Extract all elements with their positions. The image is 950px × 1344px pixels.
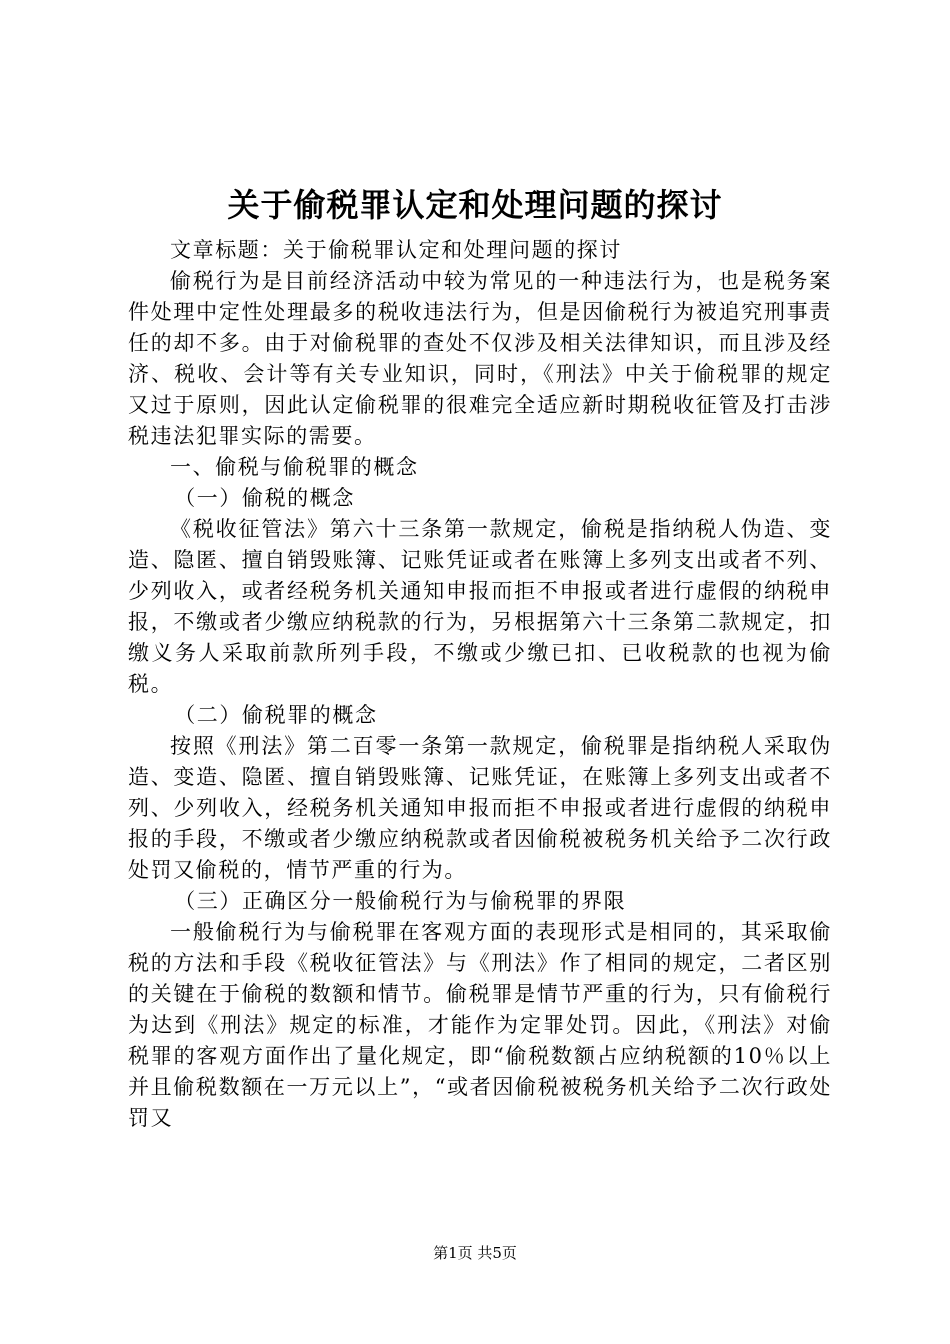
paragraph-tax-evasion-crime-definition: 按照《刑法》第二百零一条第一款规定，偷税罪是指纳税人采取伪造、变造、隐匿、擅自销毁账簿、记账凭证，在账簿上多列支出或者不列、少列收入，经税务机关通知申报而拒不申报或者进行虚假的纳税申报的手段，不缴或者少缴应纳税款或者因偷税被税务机关给予二次行政处罚又偷税的，情节严重的行为。	[128, 734, 832, 882]
article-title-line: 文章标题：关于偷税罪认定和处理问题的探讨	[170, 238, 622, 262]
paragraph-distinction: 一般偷税行为与偷税罪在客观方面的表现形式是相同的，其采取偷税的方法和手段《税收征管法》与《刑法》作了相同的规定，二者区别的关键在于偷税的数额和情节。偷税罪是情节严重的行为，只有偷税行为达到《刑法》规定的标准，才能作为定罪处罚。因此，《刑法》对偷税罪的客观方面作出了量化规定，即“偷税数额占应纳税额的10％以上并且偷税数额在一万元以上”，“或者因偷税被税务机关给予二次行政处罚又	[128, 920, 832, 1130]
section-heading-1: 一、偷税与偷税罪的概念	[170, 455, 419, 479]
subsection-heading-3: （三）正确区分一般偷税行为与偷税罪的界限	[174, 889, 627, 913]
subsection-heading-2: （二）偷税罪的概念	[174, 703, 378, 727]
page-footer: 第1页 共5页	[433, 1244, 517, 1262]
document-title: 关于偷税罪认定和处理问题的探讨	[227, 186, 723, 224]
paragraph-tax-evasion-definition: 《税收征管法》第六十三条第一款规定，偷税是指纳税人伪造、变造、隐匿、擅自销毁账簿、记账凭证或者在账簿上多列支出或者不列、少列收入，或者经税务机关通知申报而拒不申报或者进行虚假的纳税申报，不缴或者少缴应纳税款的行为，另根据第六十三条第二款规定，扣缴义务人采取前款所列手段，不缴或少缴已扣、已收税款的也视为偷税。	[128, 517, 832, 696]
intro-paragraph: 偷税行为是目前经济活动中较为常见的一种违法行为，也是税务案件处理中定性处理最多的税收违法行为，但是因偷税行为被追究刑事责任的却不多。由于对偷税罪的查处不仅涉及相关法律知识，而且涉及经济、税收、会计等有关专业知识，同时，《刑法》中关于偷税罪的规定又过于原则，因此认定偷税罪的很难完全适应新时期税收征管及打击涉税违法犯罪实际的需要。	[128, 269, 832, 448]
document-body	[128, 235, 832, 1134]
subsection-heading-1: （一）偷税的概念	[174, 486, 355, 510]
